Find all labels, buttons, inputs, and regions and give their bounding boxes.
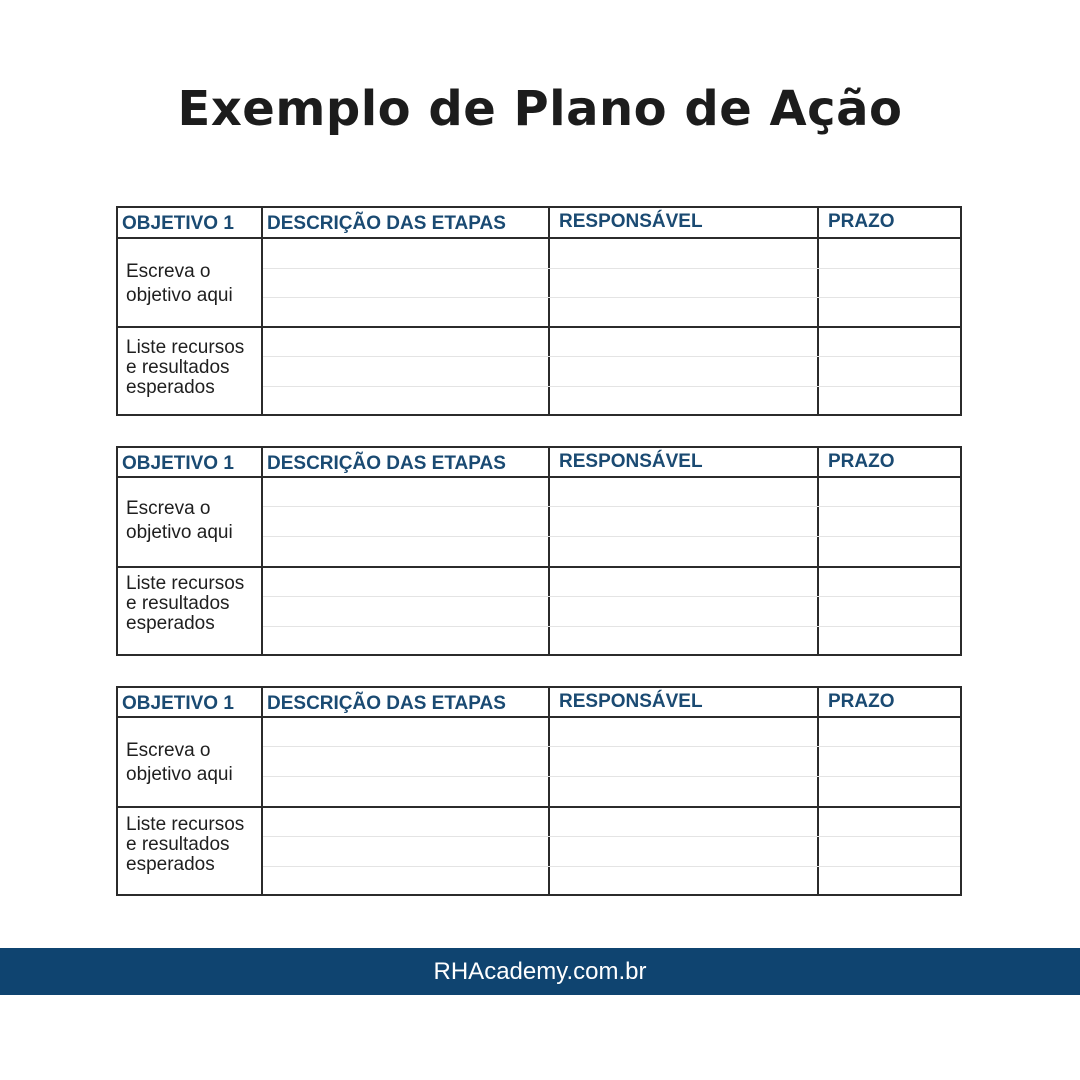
resources-prompt: [126, 338, 264, 398]
action-plan-table-3: [116, 686, 962, 896]
objective-prompt-line: Escreva o: [126, 498, 211, 519]
resources-prompt: [126, 574, 264, 634]
resources-prompt-line: e resultados: [126, 593, 230, 614]
column-divider: [548, 448, 550, 654]
action-plan-table-1: [116, 206, 962, 416]
footer-website: RHAcademy.com.br: [433, 958, 647, 985]
row-divider: [118, 326, 960, 328]
row-divider: [118, 476, 960, 478]
writing-guide-line: [263, 776, 960, 777]
writing-guide-line: [263, 596, 960, 597]
writing-guide-line: [263, 536, 960, 537]
resources-prompt-line: esperados: [126, 377, 215, 398]
column-divider: [548, 688, 550, 894]
objective-prompt-line: objetivo aqui: [126, 764, 233, 785]
header-objective: OBJETIVO 1: [122, 453, 234, 474]
objective-prompt: [126, 260, 264, 308]
header-description: DESCRIÇÃO DAS ETAPAS: [267, 213, 506, 234]
objective-prompt-line: Escreva o: [126, 261, 211, 282]
resources-prompt-line: Liste recursos: [126, 573, 245, 594]
objective-prompt-line: objetivo aqui: [126, 522, 233, 543]
writing-guide-line: [263, 866, 960, 867]
header-description: DESCRIÇÃO DAS ETAPAS: [267, 693, 506, 714]
column-divider: [817, 448, 819, 654]
writing-guide-line: [263, 268, 960, 269]
header-description: DESCRIÇÃO DAS ETAPAS: [267, 453, 506, 474]
objective-prompt: [126, 497, 264, 545]
objective-prompt: [126, 739, 264, 787]
writing-guide-line: [263, 626, 960, 627]
resources-prompt-line: e resultados: [126, 357, 230, 378]
header-deadline: PRAZO: [828, 211, 895, 232]
objective-prompt-line: Escreva o: [126, 740, 211, 761]
resources-prompt-line: Liste recursos: [126, 337, 245, 358]
writing-guide-line: [263, 746, 960, 747]
page-title: Exemplo de Plano de Ação: [177, 81, 903, 137]
writing-guide-line: [263, 836, 960, 837]
writing-guide-line: [263, 297, 960, 298]
writing-guide-line: [263, 506, 960, 507]
writing-guide-line: [263, 356, 960, 357]
resources-prompt-line: e resultados: [126, 834, 230, 855]
header-deadline: PRAZO: [828, 691, 895, 712]
row-divider: [118, 806, 960, 808]
header-responsible: RESPONSÁVEL: [559, 691, 703, 712]
resources-prompt-line: esperados: [126, 613, 215, 634]
row-divider: [118, 566, 960, 568]
resources-prompt: [126, 815, 264, 875]
header-objective: OBJETIVO 1: [122, 693, 234, 714]
objective-prompt-line: objetivo aqui: [126, 285, 233, 306]
writing-guide-line: [263, 386, 960, 387]
header-responsible: RESPONSÁVEL: [559, 451, 703, 472]
column-divider: [817, 688, 819, 894]
header-responsible: RESPONSÁVEL: [559, 211, 703, 232]
resources-prompt-line: Liste recursos: [126, 814, 245, 835]
action-plan-table-2: [116, 446, 962, 656]
row-divider: [118, 237, 960, 239]
footer-bar: [0, 948, 1080, 995]
row-divider: [118, 716, 960, 718]
header-deadline: PRAZO: [828, 451, 895, 472]
header-objective: OBJETIVO 1: [122, 213, 234, 234]
resources-prompt-line: esperados: [126, 854, 215, 875]
